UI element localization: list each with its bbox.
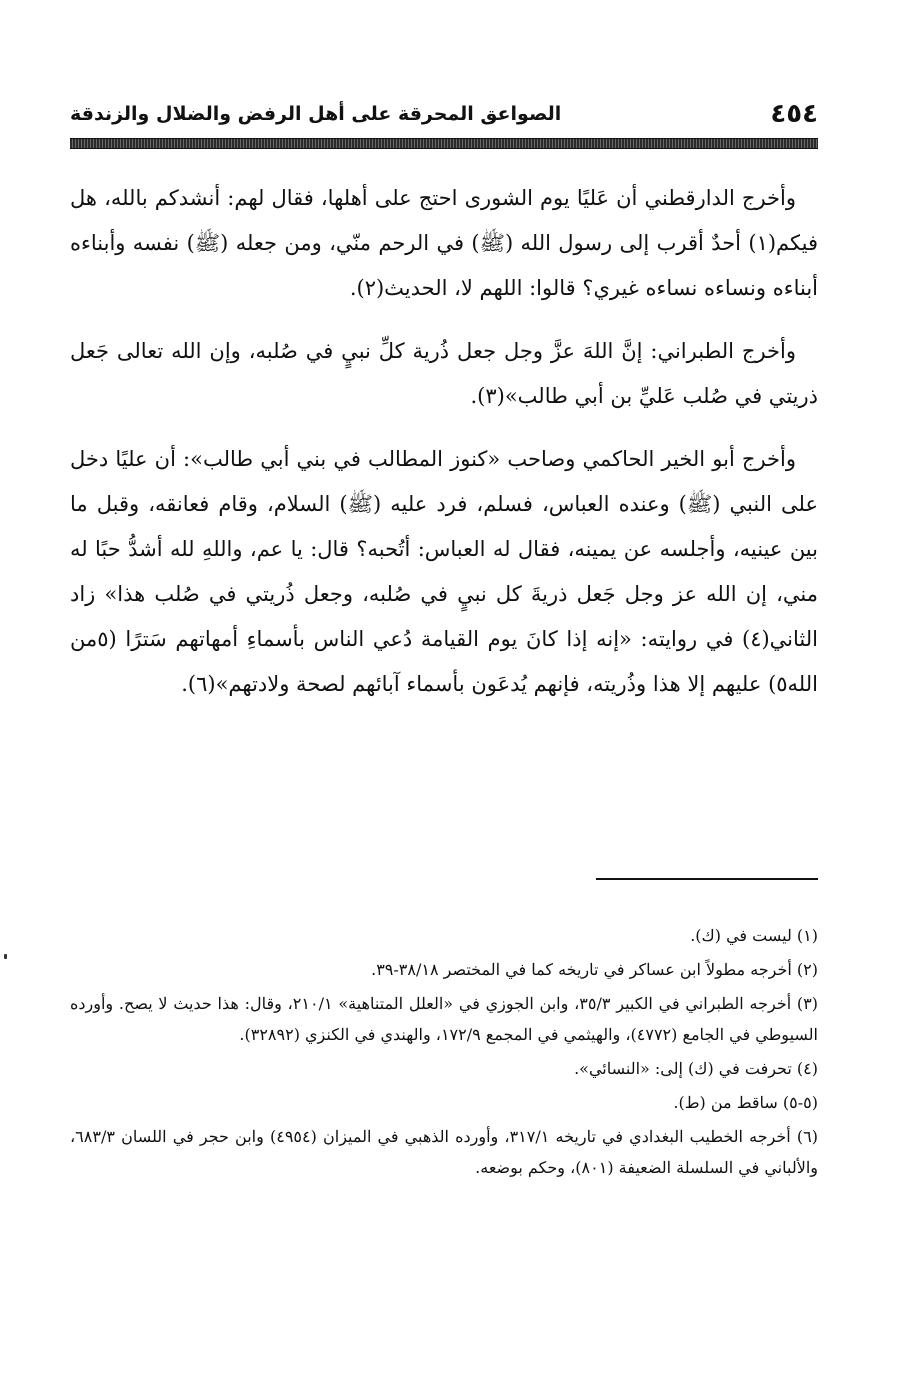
footnote: (٥-٥) ساقط من (ط). [673, 1093, 818, 1112]
header-rule [70, 138, 818, 149]
footnote: (٢) أخرجه مطولاً ابن عساكر في تاريخه كما في المختصر ٣٨/١٨-٣٩. [371, 960, 818, 979]
paragraph: وأخرج أبو الخير الحاكمي وصاحب «كنوز المطالب في بني أبي طالب»: أن عليًا دخل على النبي (ﷺ) وعنده العباس، فسلم، فرد عليه (ﷺ) السلام، وقام فعانقه، وقبل ما بين عينيه، وأجلسه عن يمينه، فقال له العباس: أتُحبه؟ قال: يا عم، واللهِ لله أشدُّ حبًا له مني، إن الله عز وجل جَعل ذريةَ كل نبيٍ في صُلبه، وجعل ذُريتي في صُلب هذا» زاد الثاني(٤) في روايته: «إنه إذا كانَ يوم القيامة دُعي الناس بأسماءِ أمهاتهم سَترًا (٥من الله٥) عليهم إلا هذا وذُريته، فإنهم يُدعَون بأسماء آبائهم لصحة ولادتهم»(٦). [70, 447, 818, 696]
scan-speck [4, 954, 7, 959]
paragraph: وأخرج الدارقطني أن عَليًا يوم الشورى احتج على أهلها، فقال لهم: أنشدكم بالله، هل فيكم(١) أحدٌ أقرب إلى رسول الله (ﷺ) في الرحم منّي، ومن جعله (ﷺ) نفسه وأبناءه أبناءه ونساءه نساءه غيري؟ قالوا: اللهم لا، الحديث(٢). [70, 186, 818, 300]
footnote: (٦) أخرجه الخطيب البغدادي في تاريخه ٣١٧/١، وأورده الذهبي في الميزان (٤٩٥٤) وابن حجر في اللسان ٦٨٣/٣، والألباني في السلسلة الضعيفة (٨٠١)، وحكم بوضعه. [70, 1127, 818, 1177]
paragraph: وأخرج الطبراني: إنَّ اللهَ عزَّ وجل جعل ذُرية كلِّ نبيٍ في صُلبه، وإن الله تعالى جَعل ذريتي في صُلب عَليِّ بن أبي طالب»(٣). [70, 339, 818, 408]
footnote: (٤) تحرفت في (ك) إلى: «النسائي». [574, 1059, 818, 1078]
footnotes [70, 920, 818, 1186]
footnote: (١) ليست في (ك). [690, 926, 818, 945]
page-number: ٤٥٤ [770, 99, 818, 129]
running-title: الصواعق المحرقة على أهل الرفض والضلال والزندقة [70, 103, 562, 125]
page-header [70, 94, 818, 134]
footnote: (٣) أخرجه الطبراني في الكبير ٣٥/٣، وابن الجوزي في «العلل المتناهية» ٢١٠/١، وقال: هذا حديث لا يصح. وأورده السيوطي في الجامع (٤٧٧٢)، والهيثمي في المجمع ١٧٢/٩، والهندي في الكنزي (٣٢٨٩٢). [70, 994, 819, 1044]
footnote-separator [596, 878, 818, 880]
main-text [70, 176, 818, 725]
